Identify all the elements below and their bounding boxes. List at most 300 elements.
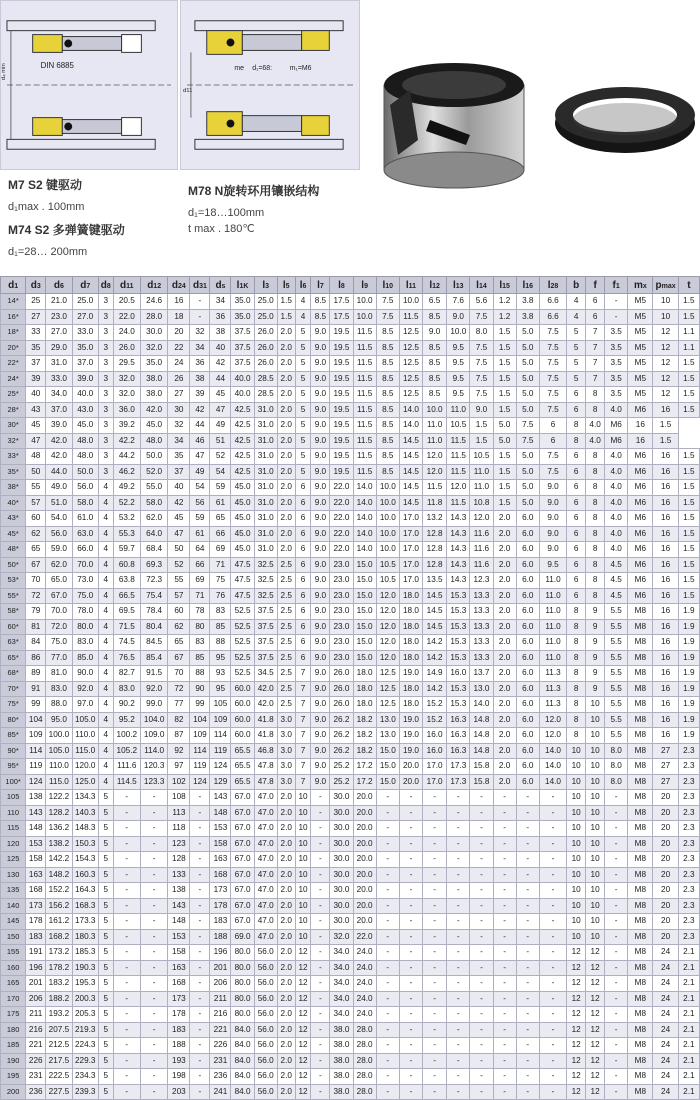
seal-ring-photo	[555, 87, 695, 153]
table-cell: 12	[653, 371, 678, 387]
table-cell: 5	[98, 991, 113, 1007]
header-sub: x	[642, 282, 647, 290]
table-cell: 24.0	[353, 1007, 376, 1023]
table-cell: 24	[653, 991, 678, 1007]
table-cell: 78.4	[140, 604, 167, 620]
dimension-table	[0, 276, 700, 1100]
table-row	[1, 1084, 700, 1100]
table-cell: 29.0	[46, 340, 72, 356]
table-cell: 6	[567, 402, 586, 418]
table-cell: 62	[168, 619, 190, 635]
table-cell: 25.2	[330, 759, 353, 775]
table-cell: 32	[168, 418, 190, 434]
table-cell: 5	[98, 898, 113, 914]
table-cell: 10	[295, 805, 311, 821]
table-cell: 8	[567, 681, 586, 697]
table-cell: 10	[567, 914, 586, 930]
table-cell: 18.0	[399, 619, 422, 635]
table-cell: 5	[98, 821, 113, 837]
table-cell: 14.0	[539, 759, 566, 775]
table-cell: 10	[653, 294, 678, 310]
table-cell: -	[605, 1053, 628, 1069]
table-row	[1, 712, 700, 728]
table-cell: 34.0	[46, 387, 72, 403]
table-cell: 8.5	[423, 340, 447, 356]
table-cell: -	[399, 1038, 422, 1054]
table-cell: -	[423, 1038, 447, 1054]
header-main: d	[30, 279, 37, 291]
row-d1-cell: 35*	[1, 464, 26, 480]
table-cell: 2.0	[277, 418, 295, 434]
table-cell: 11.0	[423, 433, 447, 449]
table-cell: 4	[98, 666, 113, 682]
table-cell: 14.5	[399, 495, 422, 511]
table-cell: 47.0	[254, 867, 277, 883]
row-d1-cell: 185	[1, 1038, 26, 1054]
table-cell: 5.5	[605, 619, 628, 635]
table-cell: -	[447, 929, 470, 945]
table-cell: -	[190, 883, 210, 899]
table-cell: 4.5	[605, 588, 628, 604]
table-cell: -	[140, 821, 167, 837]
table-cell: 20.0	[399, 759, 422, 775]
table-cell: 20.0	[353, 805, 376, 821]
table-cell: M6	[628, 480, 653, 496]
table-cell: 1.5	[493, 387, 516, 403]
table-cell: 60.0	[231, 697, 254, 713]
table-cell: 2.0	[493, 681, 516, 697]
table-cell: 2.0	[277, 790, 295, 806]
table-cell: 10.0	[353, 294, 376, 310]
table-cell: 10	[567, 805, 586, 821]
table-cell: 85.0	[72, 650, 98, 666]
table-cell: 5	[295, 356, 311, 372]
table-cell: 10	[567, 852, 586, 868]
table-cell: 35.0	[231, 294, 254, 310]
table-cell: 178.2	[46, 960, 72, 976]
table-cell: -	[423, 1069, 447, 1085]
table-cell: 115.0	[72, 743, 98, 759]
table-cell: 2.0	[493, 774, 516, 790]
table-cell: 7.5	[539, 402, 566, 418]
row-d1-cell: 28*	[1, 402, 26, 418]
table-cell: 5	[567, 371, 586, 387]
table-cell: 37.5	[231, 356, 254, 372]
table-cell: 128	[168, 852, 190, 868]
mechanical-seal-photo	[384, 63, 524, 188]
table-cell: 1.5	[678, 526, 699, 542]
table-cell: 30.0	[330, 821, 353, 837]
table-cell: 1.5	[678, 573, 699, 589]
table-cell: -	[605, 883, 628, 899]
table-cell: 56.0	[254, 1053, 277, 1069]
table-cell: 2.5	[277, 681, 295, 697]
table-cell: 92	[168, 743, 190, 759]
table-cell: 2.0	[277, 495, 295, 511]
table-cell: 4.0	[605, 449, 628, 465]
table-cell: 95.2	[113, 712, 140, 728]
table-cell: 241	[210, 1084, 231, 1100]
table-cell: 7	[586, 356, 605, 372]
table-cell: 168	[168, 976, 190, 992]
table-cell: -	[493, 1038, 516, 1054]
table-cell: 9	[586, 650, 605, 666]
m7-title: M7 S2 键驱动	[8, 178, 83, 192]
table-row	[1, 356, 700, 372]
row-d1-cell: 190	[1, 1053, 26, 1069]
table-cell: -	[140, 960, 167, 976]
table-cell: 22.0	[330, 526, 353, 542]
me-label: me	[234, 65, 245, 73]
table-cell: 6	[295, 526, 311, 542]
table-cell: 24	[653, 1038, 678, 1054]
table-cell: 17.0	[399, 511, 422, 527]
table-cell: 11.5	[447, 449, 470, 465]
table-cell: 9.0	[311, 356, 330, 372]
table-cell: 6	[567, 573, 586, 589]
table-cell: 8.5	[423, 309, 447, 325]
table-cell: M8	[628, 743, 653, 759]
row-d1-cell: 33*	[1, 449, 26, 465]
table-cell: 158	[210, 836, 231, 852]
table-cell: 47	[190, 449, 210, 465]
table-cell: 10	[295, 883, 311, 899]
table-cell: 4	[98, 697, 113, 713]
table-cell: 7.5	[539, 464, 566, 480]
row-d1-cell: 135	[1, 883, 26, 899]
row-d1-cell: 40*	[1, 495, 26, 511]
table-cell: M6	[628, 573, 653, 589]
table-cell: 5.6	[470, 294, 493, 310]
table-cell: 6	[586, 294, 605, 310]
table-cell: 51	[210, 433, 231, 449]
table-cell: 75	[210, 573, 231, 589]
table-cell: 6	[539, 433, 566, 449]
table-cell: 42.0	[254, 697, 277, 713]
table-cell: -	[376, 945, 399, 961]
table-cell: 14.5	[399, 480, 422, 496]
table-cell: -	[447, 960, 470, 976]
table-cell: 36.0	[113, 402, 140, 418]
table-cell: -	[376, 1069, 399, 1085]
table-cell: 2.0	[493, 526, 516, 542]
table-cell: 6	[295, 619, 311, 635]
table-cell: 4	[98, 511, 113, 527]
table-cell: -	[423, 836, 447, 852]
table-cell: M8	[628, 945, 653, 961]
table-cell: 8	[586, 387, 605, 403]
table-cell: 227.5	[46, 1084, 72, 1100]
table-cell: 2.1	[678, 945, 699, 961]
table-cell: 31.0	[254, 495, 277, 511]
table-row	[1, 929, 700, 945]
table-row	[1, 619, 700, 635]
table-cell: 2.0	[493, 712, 516, 728]
table-cell: 26.2	[330, 728, 353, 744]
table-cell: 16	[653, 666, 678, 682]
table-cell: 2.0	[277, 1007, 295, 1023]
table-cell: 16	[168, 294, 190, 310]
table-row	[1, 681, 700, 697]
table-cell: 19.5	[330, 371, 353, 387]
table-cell: 52.5	[231, 619, 254, 635]
table-cell: 9	[586, 635, 605, 651]
table-cell: 31.0	[254, 464, 277, 480]
table-cell: 178	[26, 914, 46, 930]
row-d1-cell: 150	[1, 929, 26, 945]
table-cell: 8.5	[376, 418, 399, 434]
table-cell: 4	[98, 712, 113, 728]
header-main: l	[405, 279, 409, 291]
table-cell: 16	[628, 418, 653, 434]
table-cell: 20.0	[399, 774, 422, 790]
table-cell: -	[376, 960, 399, 976]
table-cell: 178	[168, 1007, 190, 1023]
table-cell: 3	[98, 449, 113, 465]
table-cell: 9.0	[311, 743, 330, 759]
table-cell: 8	[586, 542, 605, 558]
table-cell: 42.5	[231, 449, 254, 465]
table-cell: -	[190, 914, 210, 930]
table-cell: -	[190, 821, 210, 837]
table-cell: 12	[653, 387, 678, 403]
table-cell: 20.0	[353, 898, 376, 914]
table-cell: 32.0	[113, 371, 140, 387]
table-cell: M8	[628, 914, 653, 930]
table-cell: 72.3	[140, 573, 167, 589]
table-cell: 12.8	[423, 557, 447, 573]
table-cell: -	[493, 991, 516, 1007]
header-sub: 15	[502, 282, 510, 290]
table-cell: 46.2	[113, 464, 140, 480]
table-cell: 17.2	[353, 759, 376, 775]
table-cell: -	[493, 805, 516, 821]
table-cell: 9.0	[311, 325, 330, 341]
table-cell: 47.0	[254, 883, 277, 899]
header-main: l	[382, 279, 386, 291]
table-cell: 71.5	[113, 619, 140, 635]
table-cell: 5.0	[516, 402, 539, 418]
table-cell: 16	[653, 635, 678, 651]
header-sub: s	[221, 282, 226, 290]
table-cell: 9.0	[311, 433, 330, 449]
table-cell: 1.5	[678, 464, 699, 480]
header-main: l	[282, 279, 286, 291]
table-cell: 5	[295, 371, 311, 387]
table-cell: 27	[168, 387, 190, 403]
table-cell: 19.5	[330, 449, 353, 465]
table-cell: -	[539, 1084, 566, 1100]
table-cell: 9.5	[539, 557, 566, 573]
table-cell: 1.9	[678, 666, 699, 682]
table-cell: 56.0	[254, 1022, 277, 1038]
table-cell: 64	[190, 542, 210, 558]
table-cell: 1.5	[678, 542, 699, 558]
table-cell: 28.5	[254, 371, 277, 387]
table-cell: 30.0	[330, 836, 353, 852]
table-cell: 148.3	[72, 821, 98, 837]
table-cell: 109	[26, 728, 46, 744]
table-cell: -	[399, 805, 422, 821]
table-cell: 12	[586, 1022, 605, 1038]
table-cell: 37.5	[254, 650, 277, 666]
table-cell: 14.0	[353, 542, 376, 558]
table-cell: 110.0	[72, 728, 98, 744]
table-cell: 2.3	[678, 883, 699, 899]
table-cell: 83	[190, 635, 210, 651]
header-sub: 3	[36, 282, 41, 290]
table-cell: 153	[168, 929, 190, 945]
table-cell: 40.0	[72, 387, 98, 403]
table-cell: 5.5	[605, 635, 628, 651]
table-cell: 52.5	[231, 635, 254, 651]
table-cell: 16	[653, 681, 678, 697]
table-cell: 34	[190, 340, 210, 356]
row-d1-cell: 30*	[1, 418, 26, 434]
table-cell: -	[423, 929, 447, 945]
table-row	[1, 976, 700, 992]
table-cell: 47.0	[254, 898, 277, 914]
table-cell: -	[539, 1053, 566, 1069]
table-cell: 11.5	[423, 480, 447, 496]
table-cell: 3.0	[277, 759, 295, 775]
table-cell: 10.0	[376, 542, 399, 558]
row-d1-cell: 155	[1, 945, 26, 961]
table-cell: 45.0	[231, 480, 254, 496]
column-header	[376, 277, 399, 294]
table-cell: 2.1	[678, 1038, 699, 1054]
table-cell: 76.5	[113, 650, 140, 666]
table-row	[1, 542, 700, 558]
table-cell: -	[113, 1007, 140, 1023]
table-cell: 9	[586, 619, 605, 635]
table-cell: M6	[605, 418, 628, 434]
table-cell: 83.0	[113, 681, 140, 697]
header-sub: 1K	[239, 282, 249, 290]
table-row	[1, 309, 700, 325]
table-cell: 8	[567, 433, 586, 449]
table-cell: 31.0	[46, 356, 72, 372]
table-cell: -	[140, 836, 167, 852]
table-cell: 80.0	[231, 960, 254, 976]
table-cell: -	[113, 960, 140, 976]
table-cell: 18.0	[353, 666, 376, 682]
table-cell: 28.0	[140, 309, 167, 325]
table-cell: 37.5	[254, 635, 277, 651]
table-cell: 153	[26, 836, 46, 852]
table-cell: 14.5	[423, 604, 447, 620]
table-cell: 5	[295, 433, 311, 449]
table-cell: 118	[168, 821, 190, 837]
table-cell: -	[516, 836, 539, 852]
table-cell: -	[311, 1022, 330, 1038]
table-cell: 12	[295, 1007, 311, 1023]
table-cell: 100.2	[113, 728, 140, 744]
table-cell: 10.0	[376, 495, 399, 511]
table-cell: 84	[26, 635, 46, 651]
table-cell: -	[311, 1007, 330, 1023]
header-main: l	[317, 279, 320, 291]
table-cell: M8	[628, 666, 653, 682]
table-cell: 148	[168, 914, 190, 930]
table-cell: 13.3	[470, 619, 493, 635]
table-cell: 39.0	[46, 418, 72, 434]
table-cell: 30.0	[330, 790, 353, 806]
table-cell: 62.0	[140, 511, 167, 527]
table-cell: 6.6	[539, 294, 566, 310]
table-cell: 138.2	[46, 836, 72, 852]
table-cell: 136.2	[46, 821, 72, 837]
table-cell: 9	[586, 604, 605, 620]
table-cell: 207.5	[46, 1022, 72, 1038]
column-header	[1, 277, 26, 294]
row-d1-cell: 170	[1, 991, 26, 1007]
table-cell: -	[605, 976, 628, 992]
table-cell: 65.5	[231, 743, 254, 759]
table-cell: 11.5	[353, 356, 376, 372]
table-cell: 12.0	[470, 511, 493, 527]
table-cell: 35.0	[231, 309, 254, 325]
table-cell: 3.8	[516, 294, 539, 310]
table-cell: 19.0	[399, 743, 422, 759]
table-cell: 42.0	[46, 433, 72, 449]
table-cell: 4	[98, 774, 113, 790]
table-cell: 85.4	[140, 650, 167, 666]
table-cell: 10	[567, 774, 586, 790]
table-cell: 45	[210, 387, 231, 403]
table-cell: 6.0	[516, 588, 539, 604]
table-cell: -	[376, 867, 399, 883]
d11-label: d11	[183, 87, 193, 94]
table-cell: 5.0	[516, 371, 539, 387]
table-cell: 12	[567, 1038, 586, 1054]
table-cell: 67.0	[231, 821, 254, 837]
table-cell: 56.0	[254, 945, 277, 961]
m74-range: d₁=28… 200mm	[8, 246, 88, 258]
table-cell: 100.0	[46, 728, 72, 744]
table-cell: 239.3	[72, 1084, 98, 1100]
table-cell: 11.5	[353, 464, 376, 480]
table-cell: 2.1	[678, 1084, 699, 1100]
table-cell: -	[447, 836, 470, 852]
table-cell: 92.0	[72, 681, 98, 697]
table-cell: 10	[586, 774, 605, 790]
table-cell: -	[539, 852, 566, 868]
table-cell: -	[113, 1022, 140, 1038]
table-cell: 34.0	[330, 991, 353, 1007]
table-cell: 9.0	[311, 557, 330, 573]
table-cell: -	[539, 976, 566, 992]
table-cell: 1.5	[678, 511, 699, 527]
table-cell: 14.3	[447, 526, 470, 542]
table-cell: 9.0	[470, 402, 493, 418]
table-cell: 24.0	[353, 976, 376, 992]
table-cell: 24.0	[353, 945, 376, 961]
table-cell: 10	[295, 914, 311, 930]
table-cell: 2.0	[493, 759, 516, 775]
table-cell: -	[605, 867, 628, 883]
table-cell: -	[447, 898, 470, 914]
table-cell: 39	[190, 387, 210, 403]
table-cell: 40.0	[231, 371, 254, 387]
table-cell: 34	[168, 433, 190, 449]
table-cell: -	[376, 914, 399, 930]
table-cell: 19.5	[330, 325, 353, 341]
table-cell: 56.0	[254, 1084, 277, 1100]
table-cell: 12.5	[399, 340, 422, 356]
table-cell: 19.5	[330, 340, 353, 356]
row-d1-cell: 48*	[1, 542, 26, 558]
